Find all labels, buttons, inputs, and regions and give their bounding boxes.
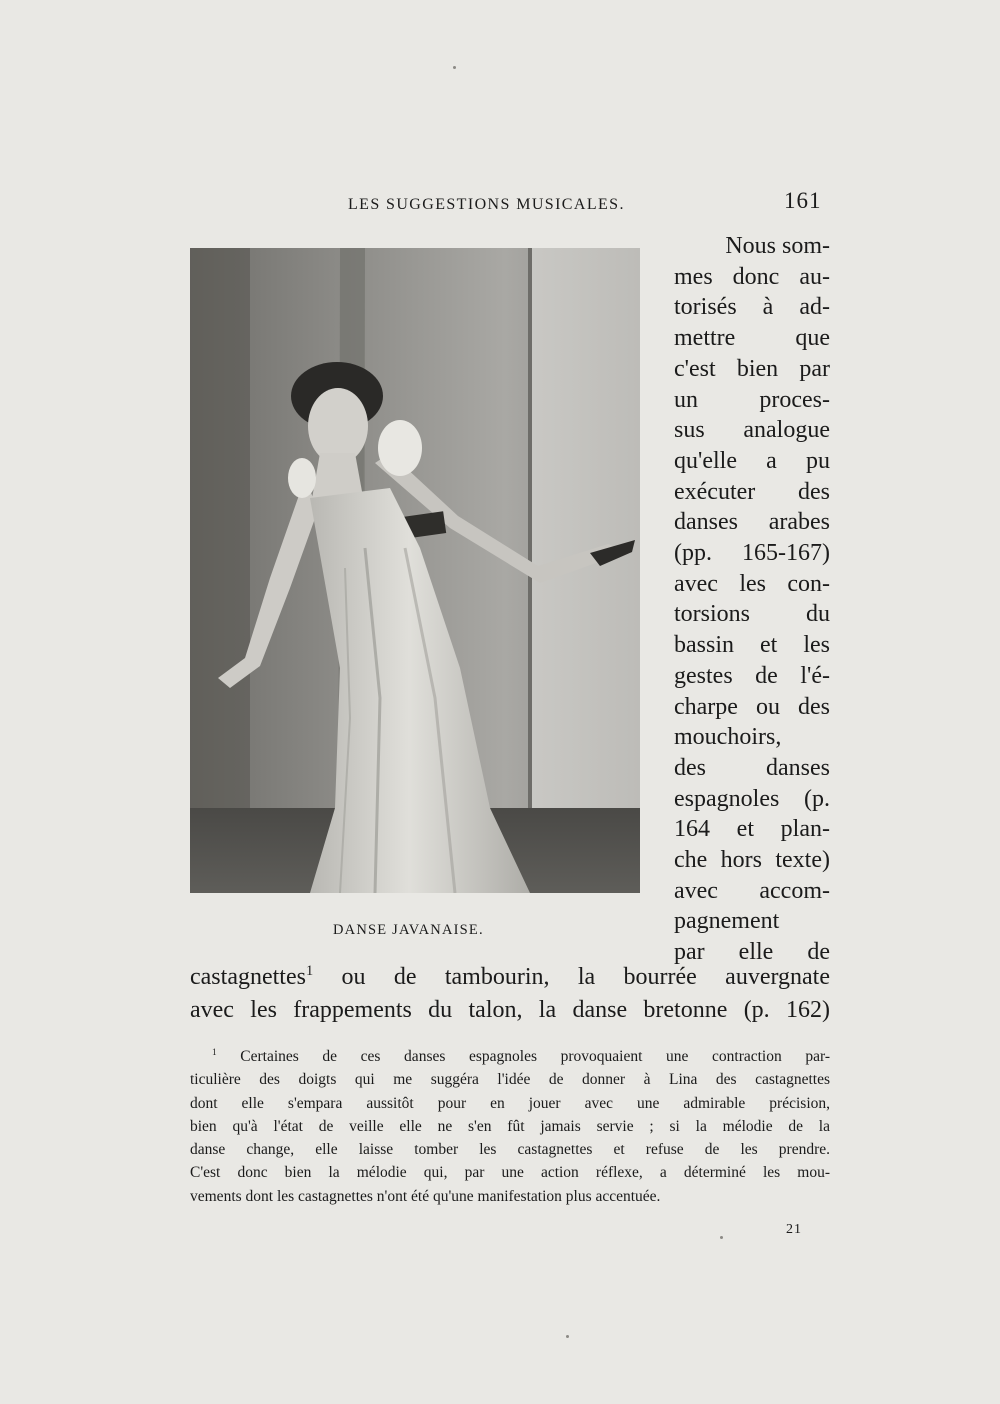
paper-speck bbox=[453, 66, 456, 69]
text-fragment: castagnettes bbox=[190, 964, 306, 990]
text-line: 164 et plan- bbox=[674, 816, 830, 843]
text-line: par elle de bbox=[674, 939, 830, 966]
page-number: 161 bbox=[784, 188, 822, 213]
text-line: torsions du bbox=[674, 601, 830, 628]
running-head: LES SUGGESTIONS MUSICALES. bbox=[348, 196, 625, 213]
footnote-marker: 1 bbox=[212, 1047, 217, 1058]
text-line bbox=[190, 961, 830, 994]
text-line: torisés à ad- bbox=[674, 294, 830, 321]
footnote-line: bien qu'à l'état de veille elle ne s'en fût jamais servie ; si la mélodie de la bbox=[190, 1117, 830, 1135]
text-line: mouchoirs, bbox=[674, 724, 782, 751]
footnote-line: vements dont les castagnettes n'ont été qu'une manifestation plus accentuée. bbox=[190, 1187, 661, 1205]
text-line: bassin et les bbox=[674, 632, 830, 659]
text-line: c'est bien par bbox=[674, 355, 830, 382]
footnote-line: dont elle s'empara aussitôt pour en jouer avec une admirable précision, bbox=[190, 1094, 830, 1112]
text-line: mes donc au- bbox=[674, 263, 830, 290]
text-line: che hors texte) bbox=[674, 847, 830, 874]
paper-speck bbox=[720, 1236, 723, 1239]
text-line: gestes de l'é- bbox=[674, 662, 830, 689]
text-line: danses arabes bbox=[674, 509, 830, 536]
full-width-text bbox=[190, 961, 830, 1027]
footnote bbox=[190, 1045, 830, 1208]
footnote-reference: 1 bbox=[305, 963, 314, 979]
text-line: charpe ou des bbox=[674, 693, 830, 720]
signature-mark: 21 bbox=[786, 1222, 802, 1237]
figure-caption: DANSE JAVANAISE. bbox=[333, 922, 484, 938]
text-fragment: ou de tambourin, la bourrée auvergnate bbox=[313, 964, 830, 990]
footnote-line: C'est donc bien la mélodie qui, par une action réflexe, a déterminé les mou- bbox=[190, 1164, 830, 1182]
text-line: avec les con- bbox=[674, 570, 830, 597]
text-fragment: Certaines de ces danses espagnoles provoquaient une contraction par- bbox=[216, 1048, 830, 1065]
text-line: avec les frappements du talon, la danse bretonne (p. 162) bbox=[190, 997, 830, 1023]
text-line: mettre que bbox=[674, 325, 830, 352]
footnote-line: ticulière des doigts qui me suggéra l'idée de donner à Lina des castagnettes bbox=[190, 1071, 830, 1089]
text-line: espagnoles (p. bbox=[674, 785, 830, 812]
text-line: sus analogue bbox=[674, 417, 830, 444]
text-line: (pp. 165-167) bbox=[674, 540, 830, 567]
text-line: un proces- bbox=[674, 386, 830, 413]
footnote-line bbox=[190, 1045, 830, 1068]
text-line: des danses bbox=[674, 754, 830, 781]
text-line: pagnement bbox=[674, 908, 780, 935]
paper-speck bbox=[566, 1335, 569, 1338]
photograph-javanese-dance bbox=[190, 248, 640, 893]
text-line: exécuter des bbox=[674, 478, 830, 505]
side-column-text bbox=[674, 231, 830, 968]
text-line: Nous som- bbox=[725, 233, 830, 259]
text-line: qu'elle a pu bbox=[674, 447, 830, 474]
text-line: avec accom- bbox=[674, 877, 830, 904]
footnote-line: danse change, elle laisse tomber les castagnettes et refuse de les prendre. bbox=[190, 1141, 830, 1159]
